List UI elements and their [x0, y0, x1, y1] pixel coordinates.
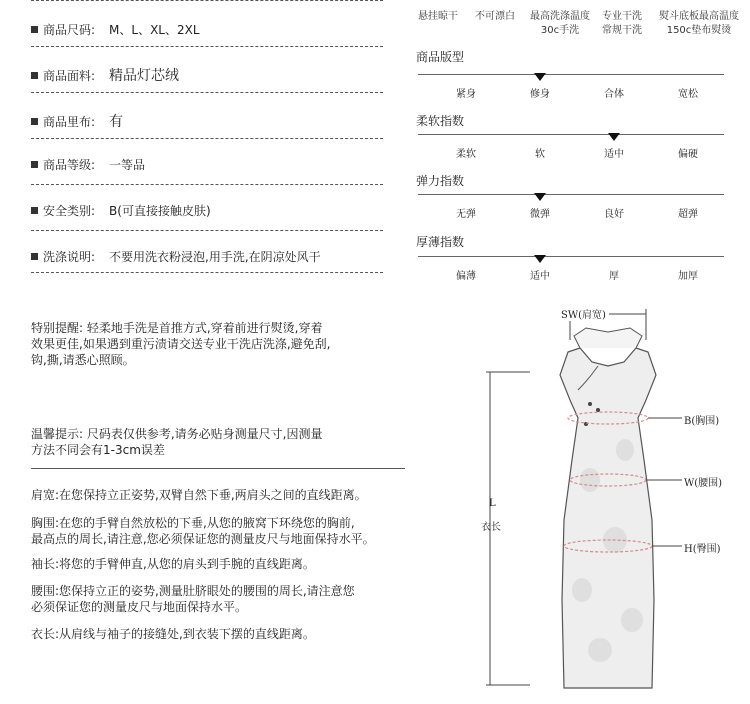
tip-line: 温馨提示: 尺码表仅供参考,请务必贴身测量尺寸,因测量: [31, 427, 323, 441]
length-label-l: L: [489, 498, 496, 509]
attr-value: 精品灯芯绒: [109, 68, 180, 84]
attr-value: 不要用洗衣粉浸泡,用手洗,在阴凉处风干: [109, 250, 321, 264]
attr-safety: [31, 202, 211, 219]
bust-label: B(胸围): [684, 416, 720, 427]
attr-value: M、L、XL、2XL: [109, 23, 200, 37]
notice-line: 钩,撕,请悉心照顾。: [31, 353, 135, 367]
guide-line: 胸围:在您的手臂自然放松的下垂,从您的腋窝下环绕您的胸前,: [31, 516, 355, 530]
scale-selected-marker: [608, 133, 620, 141]
tip-line: 方法不同会有1-3cm误差: [31, 443, 165, 457]
scale-option: 偏硬: [678, 149, 698, 160]
care-no-bleach: [465, 10, 525, 24]
attr-size: [31, 21, 200, 38]
care-label: 熨斗底板最高温度: [659, 11, 739, 22]
divider: [31, 468, 405, 469]
care-label-sub: 30c手洗: [540, 25, 580, 36]
scale-option: 柔软: [456, 149, 476, 160]
bullet-icon: [31, 207, 38, 214]
guide-line: 衣长:从肩线与袖子的接缝处,到衣装下摆的直线距离。: [31, 627, 315, 641]
scale-line: [418, 256, 724, 257]
care-hang-dry: [408, 10, 468, 24]
divider: [31, 184, 383, 185]
notice-line: 特别提醒: 轻柔地手洗是首推方式,穿着前进行熨烫,穿着: [31, 321, 323, 335]
care-label-sub: 150c垫布熨烫: [666, 25, 732, 36]
attr-value: B(可直接接触皮肤): [109, 204, 211, 218]
dress-diagram: [470, 300, 750, 700]
guide-waist: [31, 583, 355, 615]
care-label: 最高洗涤温度: [530, 11, 590, 22]
care-label: 专业干洗: [602, 11, 642, 22]
bullet-icon: [31, 118, 38, 125]
care-dry-clean: [593, 10, 651, 38]
care-label: 不可漂白: [475, 11, 515, 22]
scale-selected-marker: [534, 255, 546, 263]
guide-bust: [31, 515, 375, 547]
attr-washing: [31, 248, 321, 265]
attr-label: 商品尺码:: [43, 23, 96, 37]
scale-option: 适中: [530, 271, 550, 282]
scale-title: 柔软指数: [416, 114, 465, 128]
length-label-text: 衣长: [481, 522, 501, 533]
scale-option: 软: [535, 149, 545, 160]
guide-line: 肩宽:在您保持立正姿势,双臂自然下垂,两肩头之间的直线距离。: [31, 488, 367, 502]
scale-title: 商品版型: [416, 50, 465, 64]
scale-selected-marker: [534, 73, 546, 81]
scale-option: 微弹: [530, 209, 550, 220]
divider: [31, 138, 383, 139]
qipao-illustration: [560, 328, 656, 688]
scale-option: 加厚: [678, 271, 698, 282]
scale-option: 紧身: [456, 89, 476, 100]
guide-line: 袖长:将您的手臂伸直,从您的肩头到手腕的直线距离。: [31, 557, 315, 571]
hip-label: H(臀围): [684, 544, 721, 555]
guide-sleeve: [31, 556, 315, 572]
attr-label: 洗涤说明:: [43, 250, 96, 264]
attr-fabric: [31, 65, 179, 85]
scale-line: [418, 74, 724, 75]
attr-value: 一等品: [109, 158, 146, 172]
scale-line: [418, 194, 724, 195]
divider: [31, 46, 383, 47]
care-wash-temp: [525, 10, 595, 38]
scale-option: 良好: [604, 209, 624, 220]
care-iron-temp: [651, 10, 747, 38]
care-label: 悬挂晾干: [418, 11, 458, 22]
attr-grade: [31, 156, 145, 173]
attr-label: 安全类别:: [43, 204, 96, 218]
bullet-icon: [31, 253, 38, 260]
scale-title: 弹力指数: [416, 174, 465, 188]
scale-option: 无弹: [456, 209, 476, 220]
special-notice: [31, 320, 330, 368]
scale-option: 偏薄: [456, 271, 476, 282]
scale-line: [418, 134, 724, 135]
waist-label: W(腰围): [684, 478, 723, 489]
scale-option: 厚: [609, 271, 619, 282]
guide-line: 必须保证您的测量皮尺与地面保持水平。: [31, 600, 248, 614]
notice-line: 效果更佳,如果遇到重污渍请交送专业干洗店洗涤,避免刮,: [31, 337, 331, 351]
scale-option: 宽松: [678, 89, 698, 100]
attr-value: 有: [109, 114, 124, 130]
divider: [31, 272, 383, 273]
attr-label: 商品里布:: [43, 115, 96, 129]
divider: [31, 230, 383, 231]
divider: [31, 92, 383, 93]
scale-selected-marker: [534, 193, 546, 201]
divider: [31, 0, 383, 1]
scale-title: 厚薄指数: [416, 235, 465, 249]
scale-option: 合体: [604, 89, 624, 100]
guide-line: 腰围:您保持立正的姿势,测量肚脐眼处的腰围的周长,请注意您: [31, 584, 355, 598]
guide-line: 最高点的周长,请注意,您必须保证您的测量皮尺与地面保持水平。: [31, 532, 375, 546]
guide-length: [31, 626, 315, 642]
scale-option: 超弹: [678, 209, 698, 220]
warm-tip: [31, 426, 323, 458]
bullet-icon: [31, 72, 38, 79]
bullet-icon: [31, 26, 38, 33]
attr-lining: [31, 111, 123, 131]
care-label-sub: 常规干洗: [602, 25, 642, 36]
scale-option: 修身: [530, 89, 550, 100]
bullet-icon: [31, 161, 38, 168]
attr-label: 商品面料:: [43, 69, 96, 83]
guide-shoulder: [31, 487, 367, 503]
attr-label: 商品等级:: [43, 158, 96, 172]
scale-option: 适中: [604, 149, 624, 160]
shoulder-label: SW(肩宽): [558, 306, 609, 321]
